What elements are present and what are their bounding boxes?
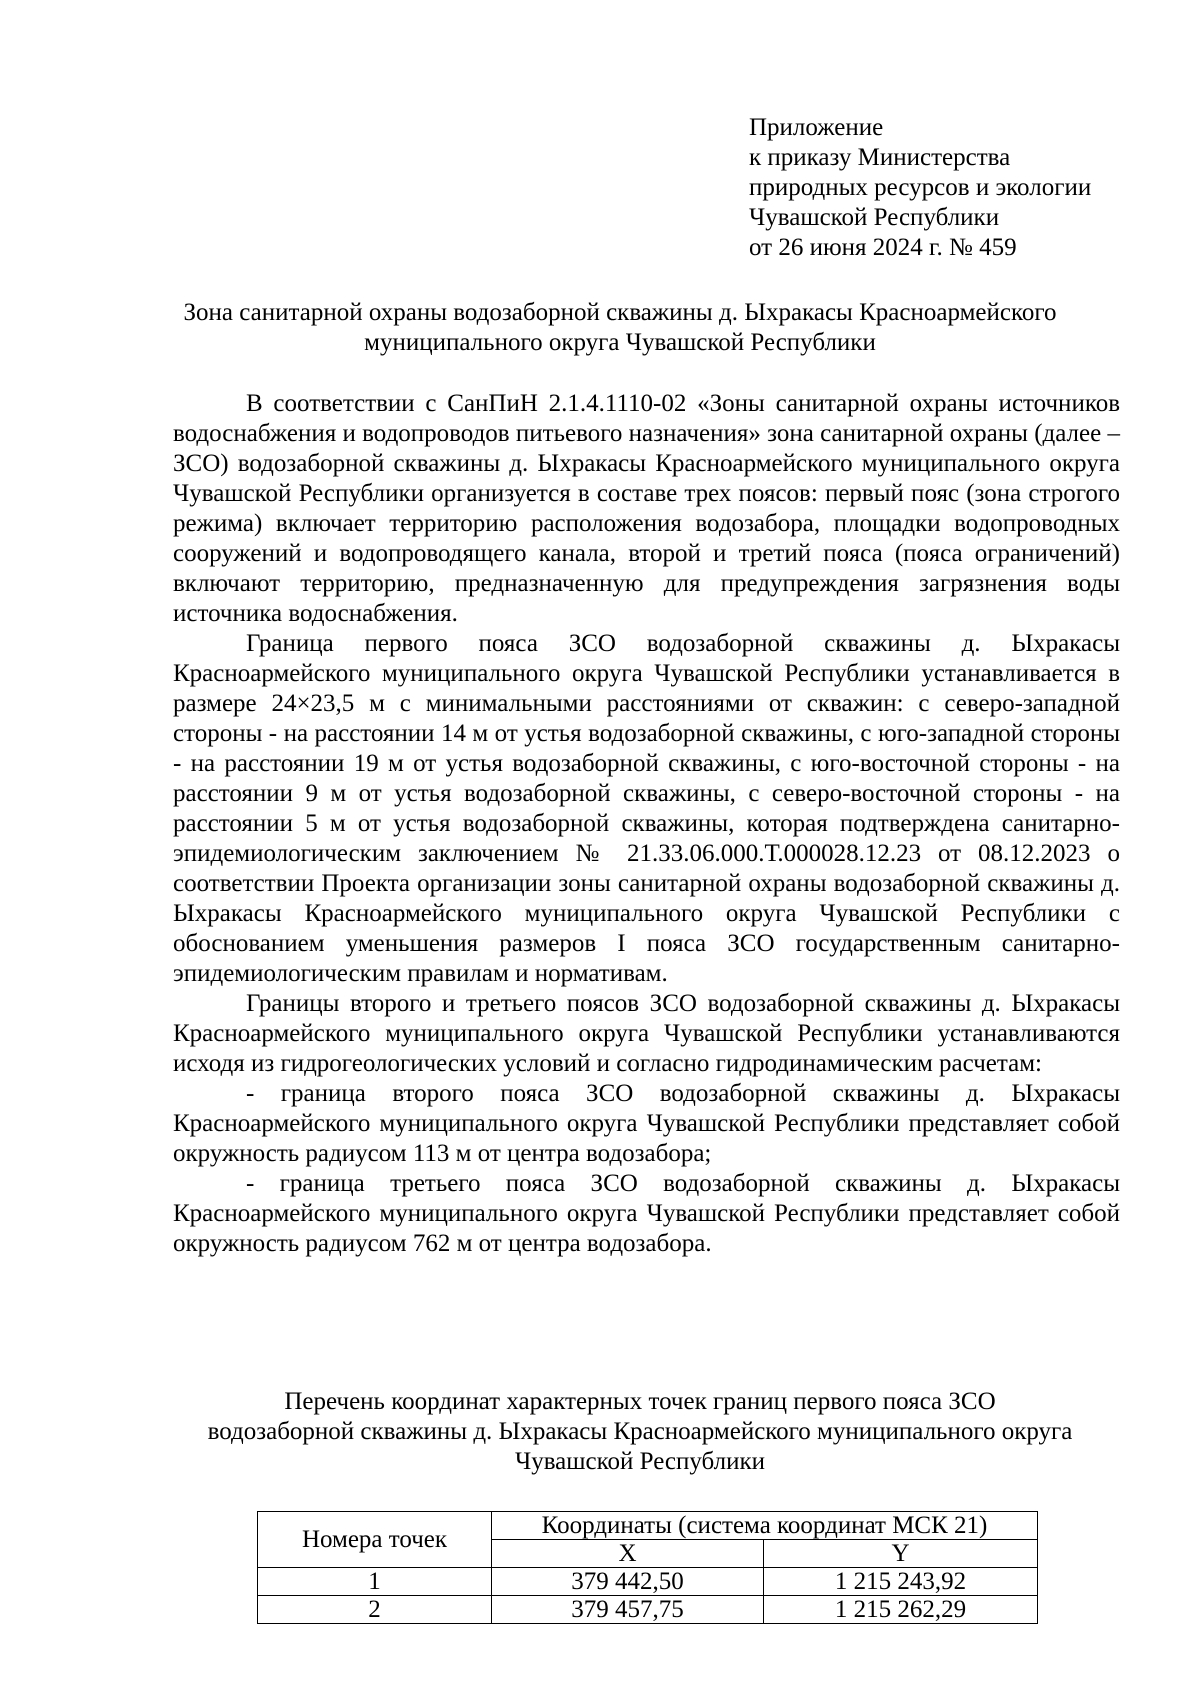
title-line: Зона санитарной охраны водозаборной скважины д. Ыхракасы Красноармейского [183,299,1057,326]
list-title-line: водозаборной скважины д. Ыхракасы Красноармейского муниципального округа [207,1418,1073,1445]
title-line: муниципального округа Чувашской Республики [364,329,876,356]
header-y: Y [764,1540,1038,1568]
header-point-numbers: Номера точек [258,1512,492,1568]
cell-x: 379 442,50 [492,1568,764,1596]
cell-point-number: 1 [258,1568,492,1596]
appendix-line: природных ресурсов и экологии [749,174,1092,201]
body-paragraph: Граница первого пояса ЗСО водозаборной скважины д. Ыхракасы Красноармейского муниципального округа Чувашской Республики устанавливается в размере 24×23,5 м с минимальными расстояниями от скважин: с северо-западной стороны - на расстоянии 14 м от устья водозаборной скважины, с юго-западной стороны - на расстоянии 19 м от устья водозаборной скважины, с юго-восточной стороны - на расстоянии 9 м от устья водозаборной скважины, с северо-восточной стороны - на расстоянии 5 м от устья водозаборной скважины, которая подтверждена санитарно-эпидемиологическим заключением № 21.33.06.000.Т.000028.12.23 от 08.12.2023 о соответствии Проекта организации зоны санитарной охраны водозаборной скважины д. Ыхракасы Красноармейского муниципального округа Чувашской Республики с обоснованием уменьшения размеров I пояса ЗСО государственным санитарно-эпидемиологическим правилам и нормативам. [173,630,1120,987]
coordinates-list-title [170,1387,1110,1477]
table-row [258,1596,1038,1624]
appendix-header [749,113,1091,263]
list-title-line: Чувашской Республики [514,1448,766,1475]
body-paragraph: - граница третьего пояса ЗСО водозаборной скважины д. Ыхракасы Красноармейского муниципального округа Чувашской Республики представляет собой окружность радиусом 762 м от центра водозабора. [173,1170,1120,1257]
header-x: X [492,1540,764,1568]
cell-y: 1 215 243,92 [764,1568,1038,1596]
document-title [150,298,1090,358]
body-paragraph: В соответствии с СанПиН 2.1.4.1110-02 «Зоны санитарной охраны источников водоснабжения и водопроводов питьевого назначения» зона санитарной охраны (далее – ЗСО) водозаборной скважины д. Ыхракасы Красноармейского муниципального округа Чувашской Республики организуется в составе трех поясов: первый пояс (зона строгого режима) включает территорию расположения водозабора, площадки водопроводных сооружений и водопроводящего канала, второй и третий пояса (пояса ограничений) включают территорию, предназначенную для предупреждения загрязнения воды источника водоснабжения. [173,390,1120,627]
cell-x: 379 457,75 [492,1596,764,1624]
appendix-line: Приложение [749,114,884,141]
table-row [258,1568,1038,1596]
cell-y: 1 215 262,29 [764,1596,1038,1624]
appendix-line: Чувашской Республики [749,204,1000,231]
appendix-line: от 26 июня 2024 г. № 459 [749,234,1017,261]
body-paragraph: - граница второго пояса ЗСО водозаборной скважины д. Ыхракасы Красноармейского муниципального округа Чувашской Республики представляет собой окружность радиусом 113 м от центра водозабора; [173,1080,1120,1167]
cell-point-number: 2 [258,1596,492,1624]
list-title-line: Перечень координат характерных точек границ первого пояса ЗСО [284,1388,996,1415]
coordinates-table [257,1511,1038,1624]
document-body [173,389,1120,1259]
body-paragraph: Границы второго и третьего поясов ЗСО водозаборной скважины д. Ыхракасы Красноармейского муниципального округа Чувашской Республики устанавливаются исходя из гидрогеологических условий и согласно гидродинамическим расчетам: [173,990,1120,1077]
header-coordinates: Координаты (система координат МСК 21) [492,1512,1038,1540]
table-header-row [258,1512,1038,1540]
appendix-line: к приказу Министерства [749,144,1011,171]
